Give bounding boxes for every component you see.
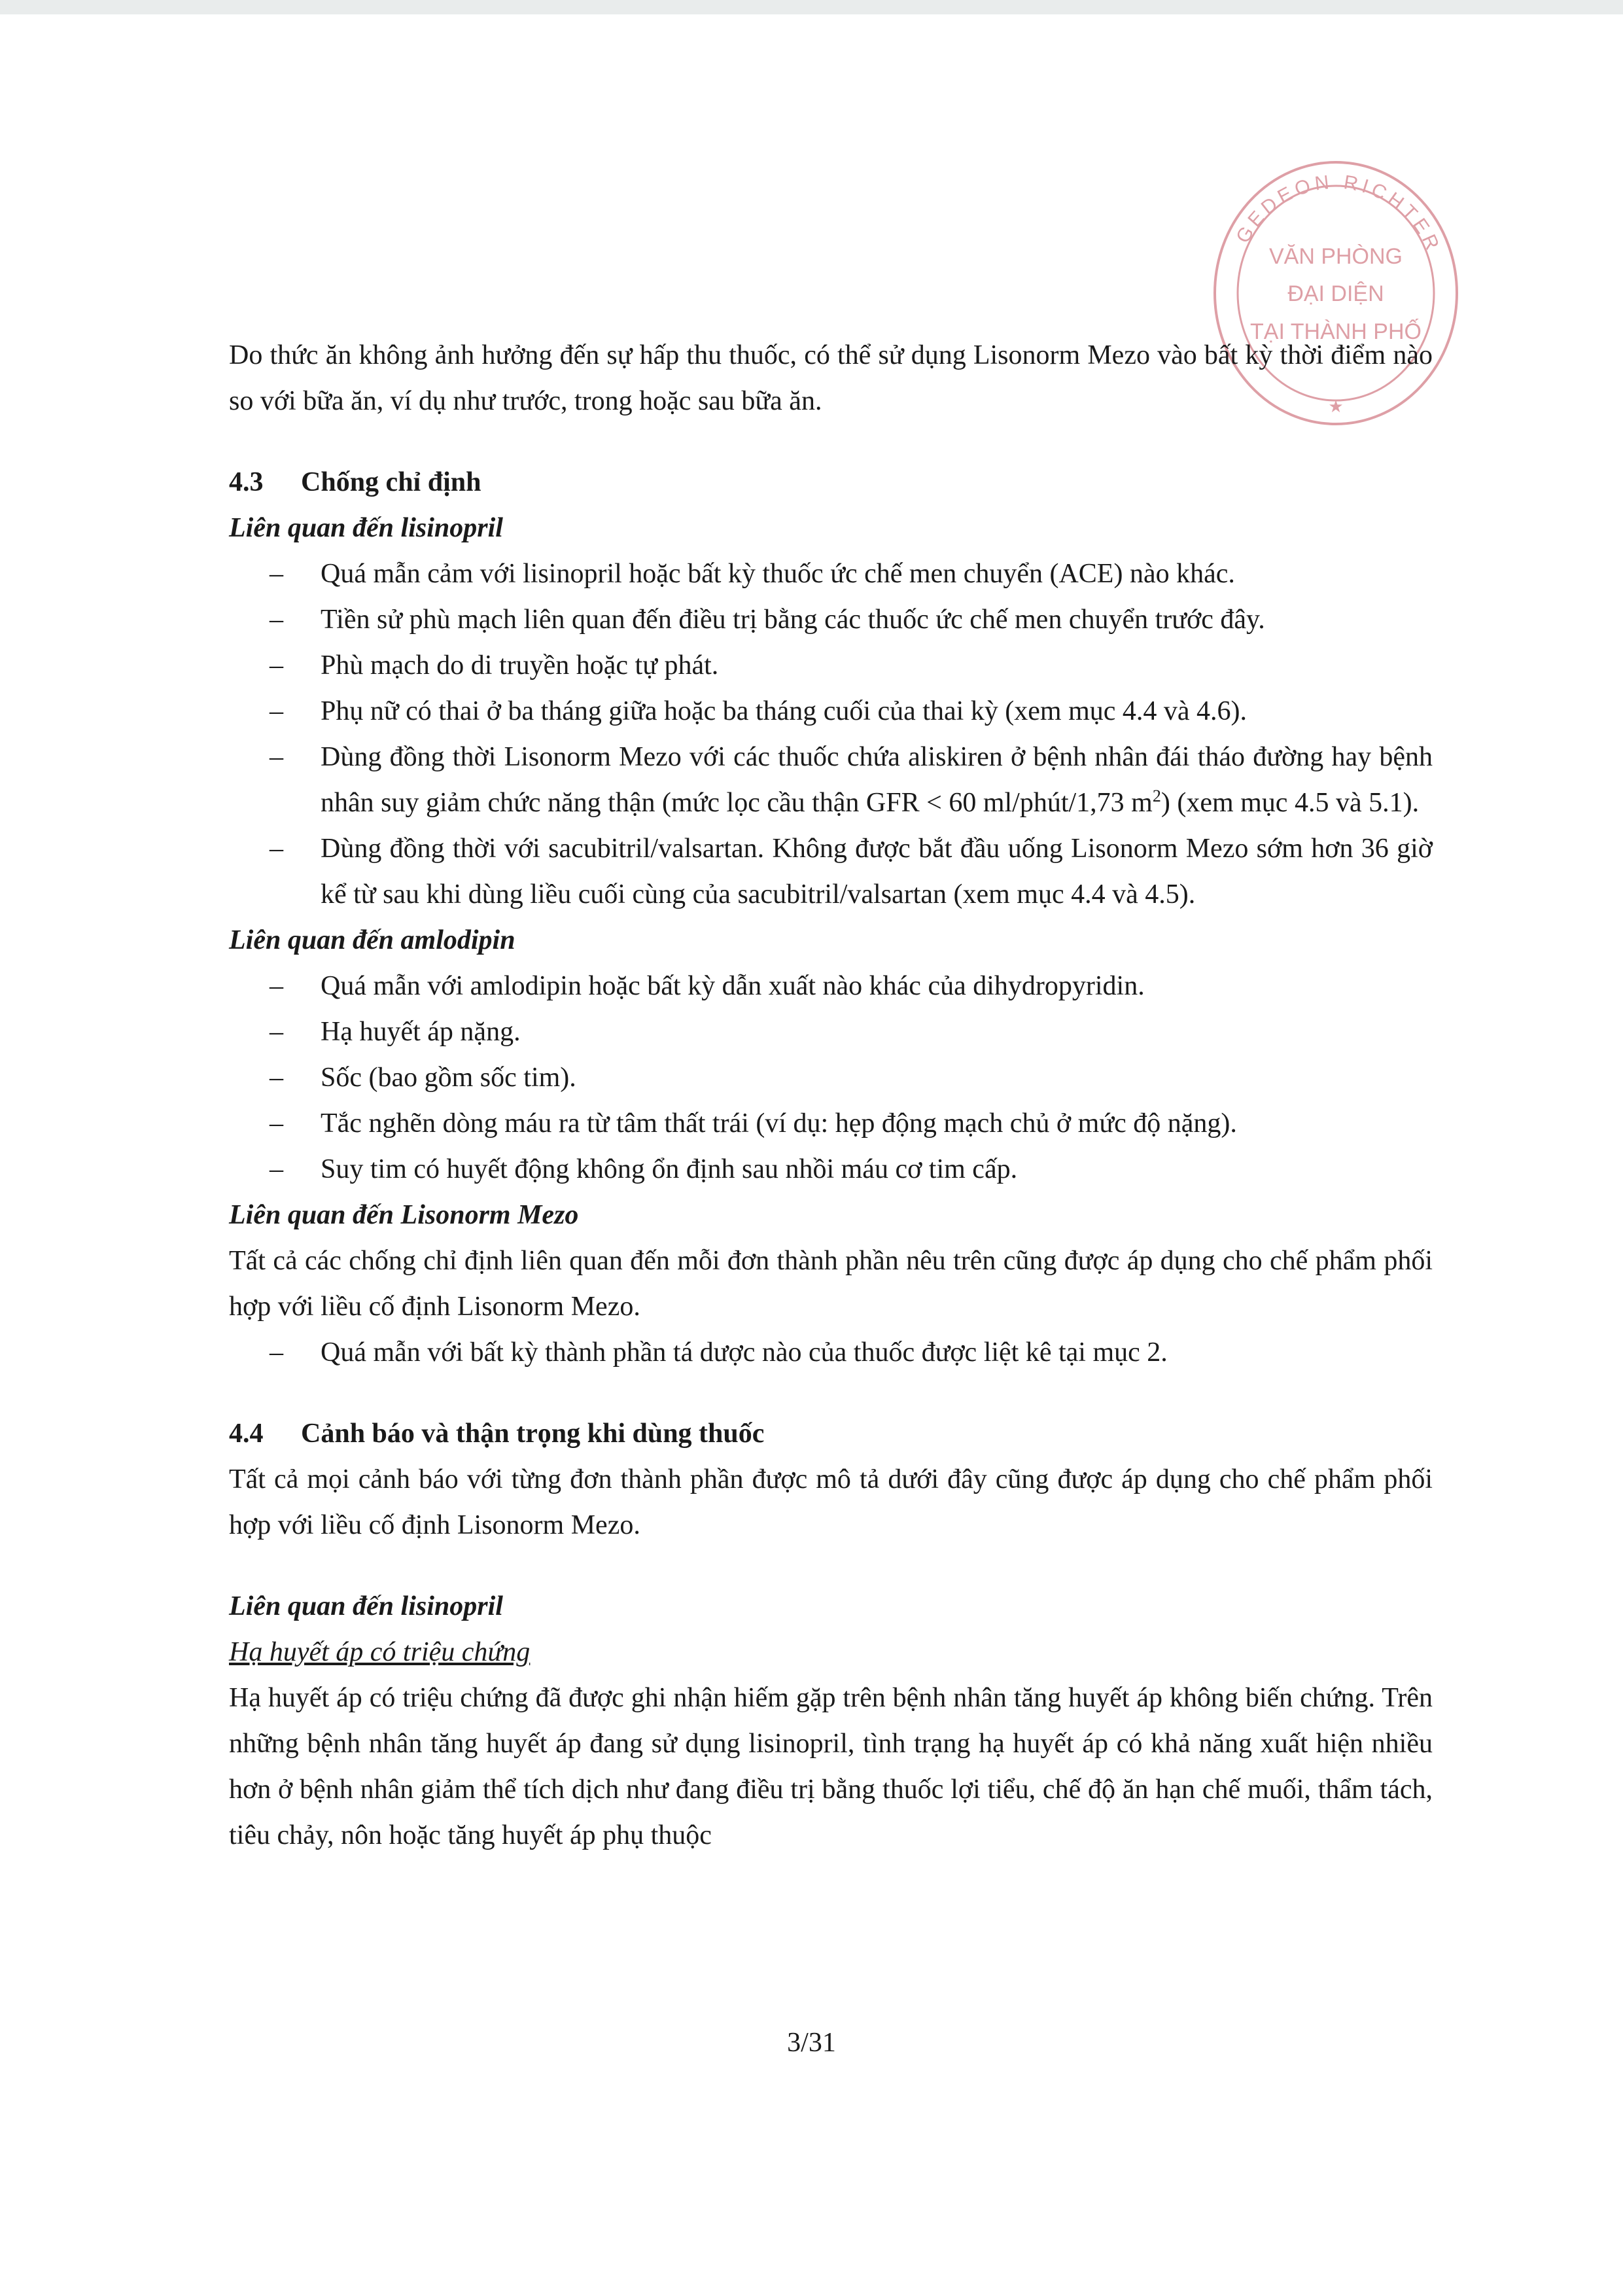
stamp-line-2: ĐẠI DIỆN (1287, 281, 1384, 306)
lisinopril-subheading: Liên quan đến lisinopril (229, 513, 503, 543)
svg-text:★: ★ (1328, 397, 1344, 417)
list-item: – Quá mẫn với bất kỳ thành phần tá dược nào của thuốc được liệt kê tại mục 2. (270, 1337, 1168, 1368)
mezo-subheading: Liên quan đến Lisonorm Mezo (229, 1200, 579, 1230)
section-4-4-intro: Tất cả mọi cảnh báo với từng đơn thành phần được mô tả dưới đây cũng được áp dụng cho chế phẩm phối hợp với liều cố định Lisonorm Mezo. (229, 1464, 1433, 1540)
section-4-3-heading: 4.3 Chống chỉ định (229, 467, 481, 497)
list-item-aliskiren: – Dùng đồng thời Lisonorm Mezo với các thuốc chứa aliskiren ở bệnh nhân đái tháo đường hay bệnh nhân suy giảm chức năng thận (mức lọc cầu thận GFR < 60 ml/phút/1,73 $m^2$) (xem mục 4.5 và 5.1). (270, 742, 1433, 818)
list-item: – Quá mẫn cảm với lisinopril hoặc bất kỳ thuốc ức chế men chuyển (ACE) nào khác. (270, 559, 1235, 589)
page-number: 3/31 (787, 2028, 836, 2058)
scan-top-edge (0, 0, 1623, 14)
list-item: – Sốc (bao gồm sốc tim). (270, 1063, 576, 1093)
list-item-sacubitril: – Dùng đồng thời với sacubitril/valsartan. Không được bắt đầu uống Lisonorm Mezo sớm hơn 36 giờ kể từ sau khi dùng liều cuối cùng của sacubitril/valsartan (xem mục 4.4 và 4.5). (270, 834, 1433, 910)
section-4-4-heading: 4.4 Cảnh báo và thận trọng khi dùng thuốc (229, 1419, 765, 1449)
stamp-ring-text: GEDEON RICHTER (1232, 171, 1445, 257)
list-item: – Phù mạch do di truyền hoặc tự phát. (270, 650, 719, 680)
list-item: – Quá mẫn với amlodipin hoặc bất kỳ dẫn xuất nào khác của dihydropyridin. (270, 971, 1145, 1001)
stamp-line-1: VĂN PHÒNG (1268, 244, 1403, 269)
list-item: – Tắc nghẽn dòng máu ra từ tâm thất trái (ví dụ: hẹp động mạch chủ ở mức độ nặng). (270, 1108, 1237, 1139)
hypotension-paragraph: Hạ huyết áp có triệu chứng đã được ghi nhận hiếm gặp trên bệnh nhân tăng huyết áp không biến chứng. Trên những bệnh nhân tăng huyết áp đang sử dụng lisinopril, tình trạng hạ huyết áp có khả năng xuất hiện nhiều hơn ở bệnh nhân giảm thể tích dịch như đang điều trị bằng thuốc lợi tiểu, chế độ ăn hạn chế muối, thẩm tách, tiêu chảy, nôn hoặc tăng huyết áp phụ thuộc (229, 1683, 1433, 1850)
list-item: – Phụ nữ có thai ở ba tháng giữa hoặc ba tháng cuối của thai kỳ (xem mục 4.4 và 4.6). (270, 696, 1248, 726)
document-page (229, 332, 1433, 1858)
warnings-lisinopril-subheading: Liên quan đến lisinopril (229, 1591, 503, 1621)
amlodipin-subheading: Liên quan đến amlodipin (229, 925, 515, 955)
stamp-line-3: TẠI THÀNH PHỐ (1250, 319, 1422, 344)
list-item: – Suy tim có huyết động không ổn định sau nhồi máu cơ tim cấp. (270, 1154, 1018, 1184)
list-item: – Hạ huyết áp nặng. (270, 1017, 521, 1047)
mezo-paragraph: Tất cả các chống chỉ định liên quan đến mỗi đơn thành phần nêu trên cũng được áp dụng cho chế phẩm phối hợp với liều cố định Lisonorm Mezo. (229, 1246, 1433, 1322)
list-item: – Tiền sử phù mạch liên quan đến điều trị bằng các thuốc ức chế men chuyển trước đây. (270, 605, 1265, 635)
hypotension-heading: Hạ huyết áp có triệu chứng (229, 1637, 531, 1667)
intro-paragraph: Do thức ăn không ảnh hưởng đến sự hấp thu thuốc, có thể sử dụng Lisonorm Mezo vào bất kỳ thời điểm nào so với bữa ăn, ví dụ như trước, trong hoặc sau bữa ăn. (229, 340, 1433, 416)
